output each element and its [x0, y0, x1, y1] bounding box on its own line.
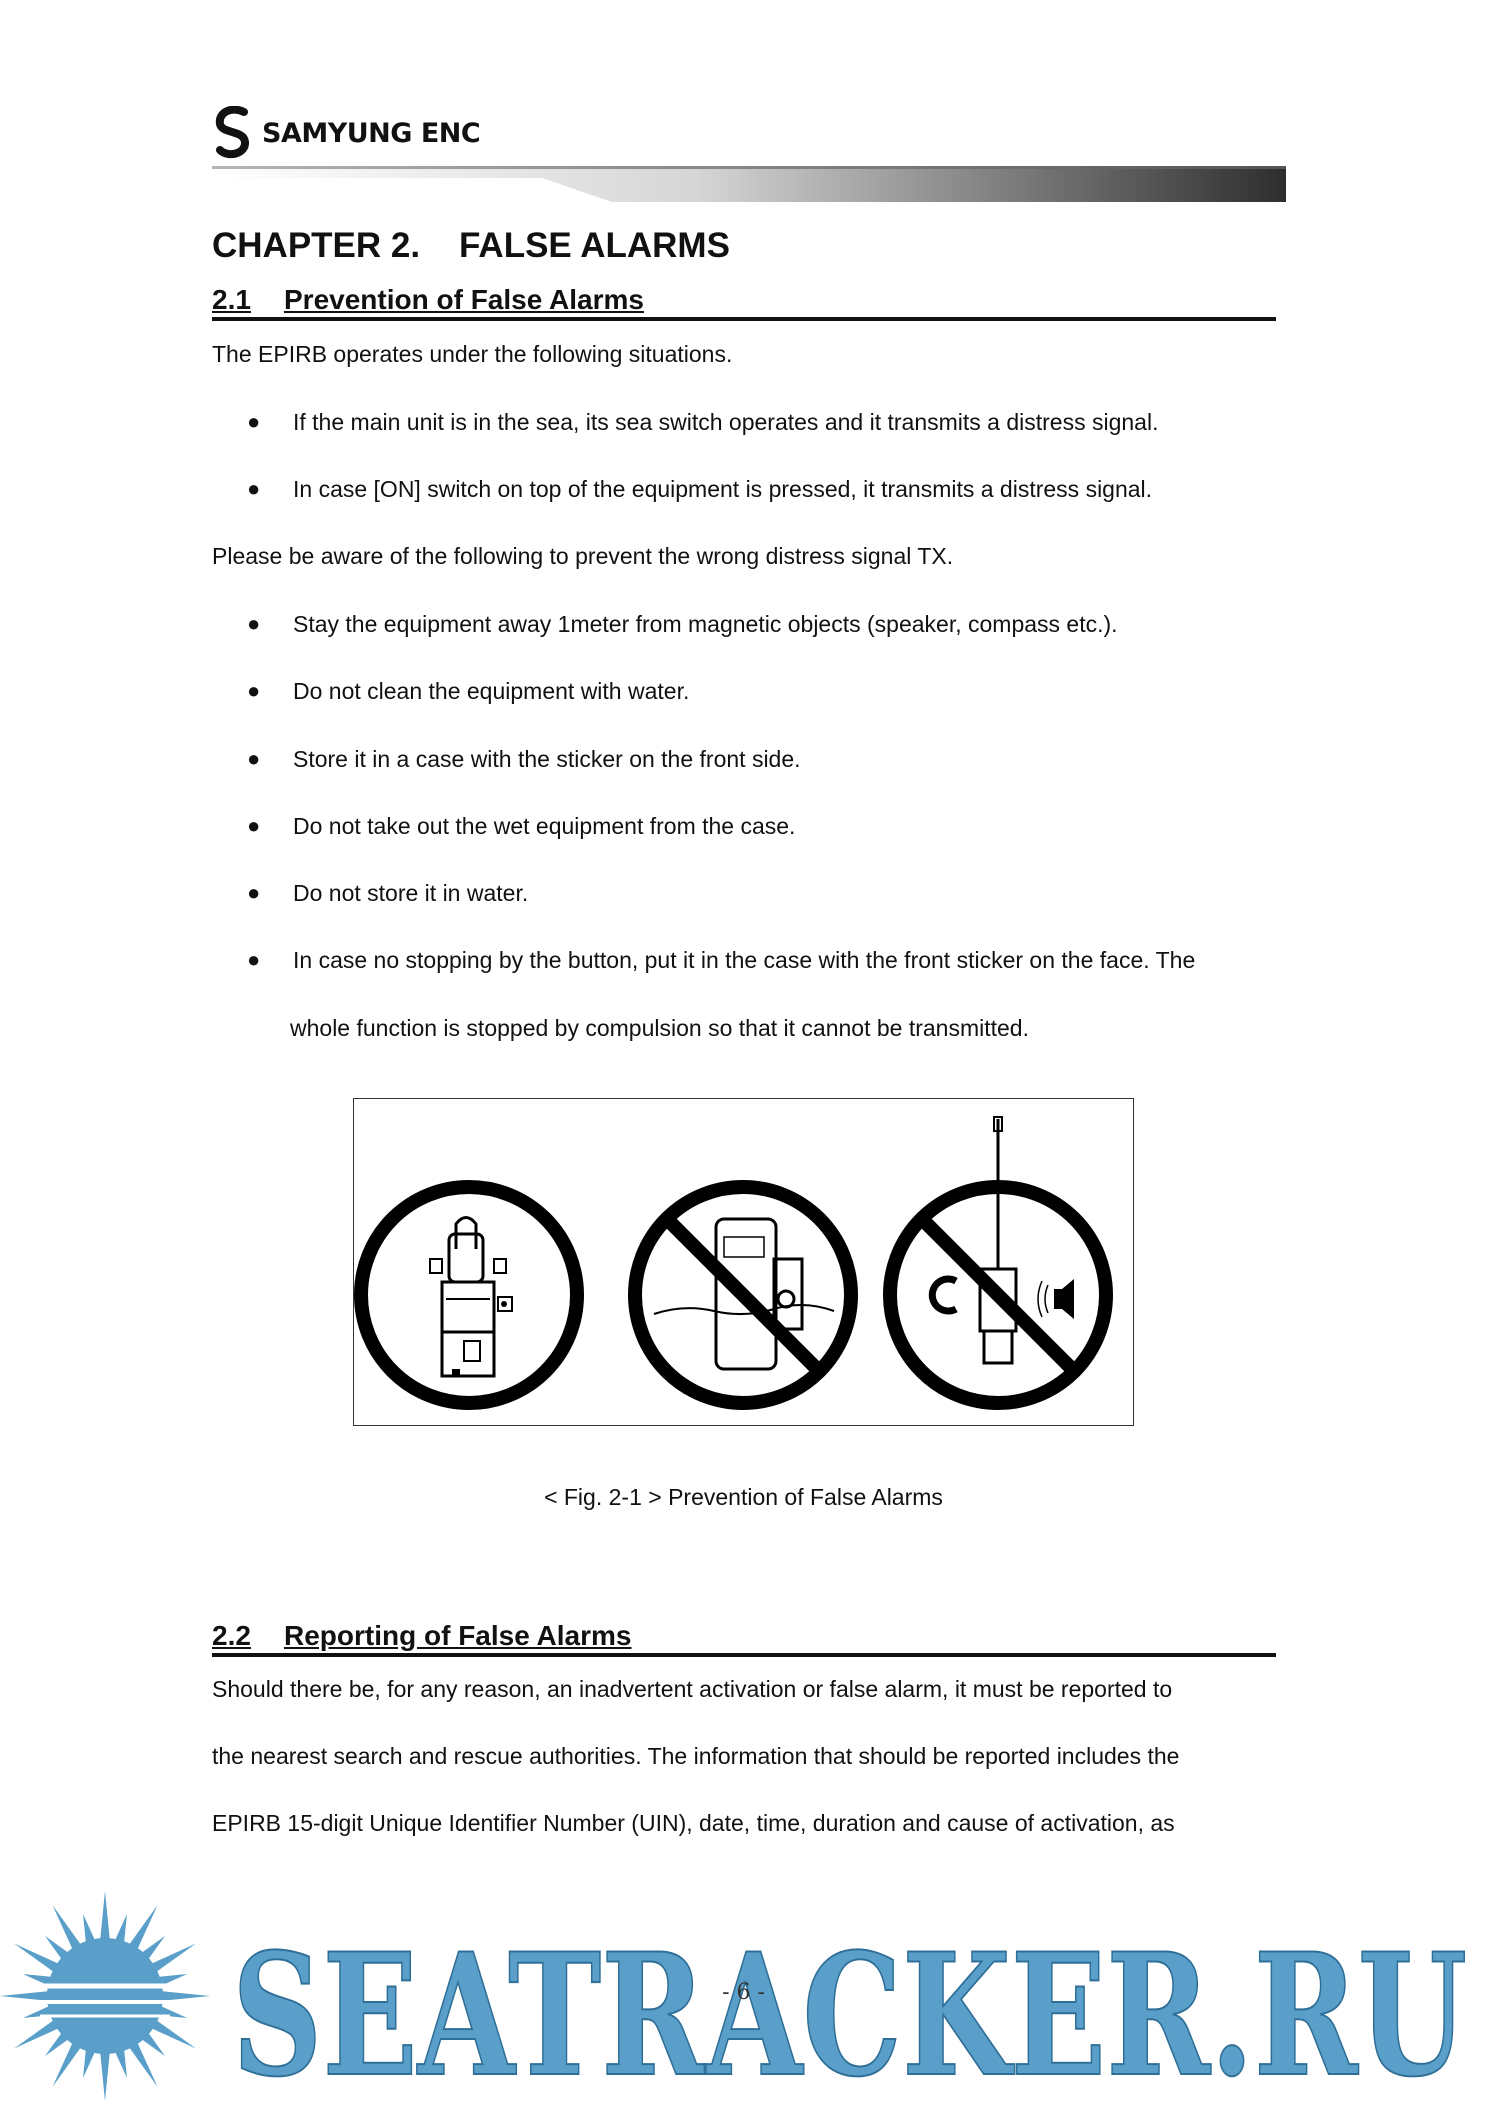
- figure-prevention: [353, 1098, 1134, 1426]
- report-paragraph-line: Should there be, for any reason, an inadvertent activation or false alarm, it must be reported to: [212, 1676, 1173, 1702]
- report-paragraph-line: the nearest search and rescue authorities. The information that should be reported includes the: [212, 1743, 1180, 1769]
- page-number: - 6 -: [722, 1980, 765, 2005]
- sun-ray: [150, 1944, 196, 1973]
- sun-ray: [53, 1905, 82, 1951]
- sun-ray: [128, 1905, 157, 1951]
- section-heading-2-1: [212, 283, 1276, 321]
- no-magnet-icon: [890, 1117, 1106, 1403]
- bullet-icon: ●: [247, 947, 261, 972]
- bullet-icon: ●: [247, 746, 261, 771]
- section-number: 2.1: [212, 284, 251, 315]
- company-logo: [214, 106, 480, 160]
- sun-ray: [14, 1944, 60, 1973]
- sun-ray: [100, 1891, 110, 1941]
- device-in-bracket-icon: [361, 1187, 577, 1403]
- report-paragraph-line: EPIRB 15-digit Unique Identifier Number (UIN), date, time, duration and cause of activation, as: [212, 1810, 1175, 1836]
- header-gradient-bar: [212, 166, 1286, 202]
- sun-ray: [128, 2041, 157, 2087]
- bullet-icon: ●: [247, 813, 261, 838]
- sun-ray: [53, 2041, 82, 2087]
- section-number: 2.2: [212, 1620, 251, 1651]
- sun-ray: [150, 2019, 196, 2048]
- list-item-continuation: whole function is stopped by compulsion so that it cannot be transmitted.: [290, 1015, 1029, 1041]
- bullet-icon: ●: [247, 409, 261, 434]
- bullet-icon: ●: [247, 880, 261, 905]
- figure-caption: < Fig. 2-1 > Prevention of False Alarms: [544, 1484, 943, 1510]
- bullet-icon: ●: [247, 611, 261, 636]
- bullet-icon: ●: [247, 678, 261, 703]
- samyung-logo-icon: [214, 106, 252, 160]
- chapter-title: CHAPTER 2. FALSE ALARMS: [212, 226, 730, 265]
- aware-paragraph: Please be aware of the following to prevent the wrong distress signal TX.: [212, 543, 954, 569]
- section-title: Prevention of False Alarms: [284, 284, 644, 315]
- sun-ray: [100, 2051, 110, 2101]
- watermark-text: SEATRACKER.RU: [232, 1916, 1467, 2104]
- no-water-icon: [635, 1187, 851, 1403]
- bullet-icon: ●: [247, 476, 261, 501]
- company-name: SAMYUNG ENC: [262, 117, 481, 149]
- section-heading-2-2: [212, 1619, 1276, 1657]
- section-title: Reporting of False Alarms: [284, 1620, 632, 1651]
- prevention-illustration: [354, 1099, 1135, 1427]
- intro-paragraph: The EPIRB operates under the following situations.: [212, 341, 733, 367]
- sun-ray: [14, 2019, 60, 2048]
